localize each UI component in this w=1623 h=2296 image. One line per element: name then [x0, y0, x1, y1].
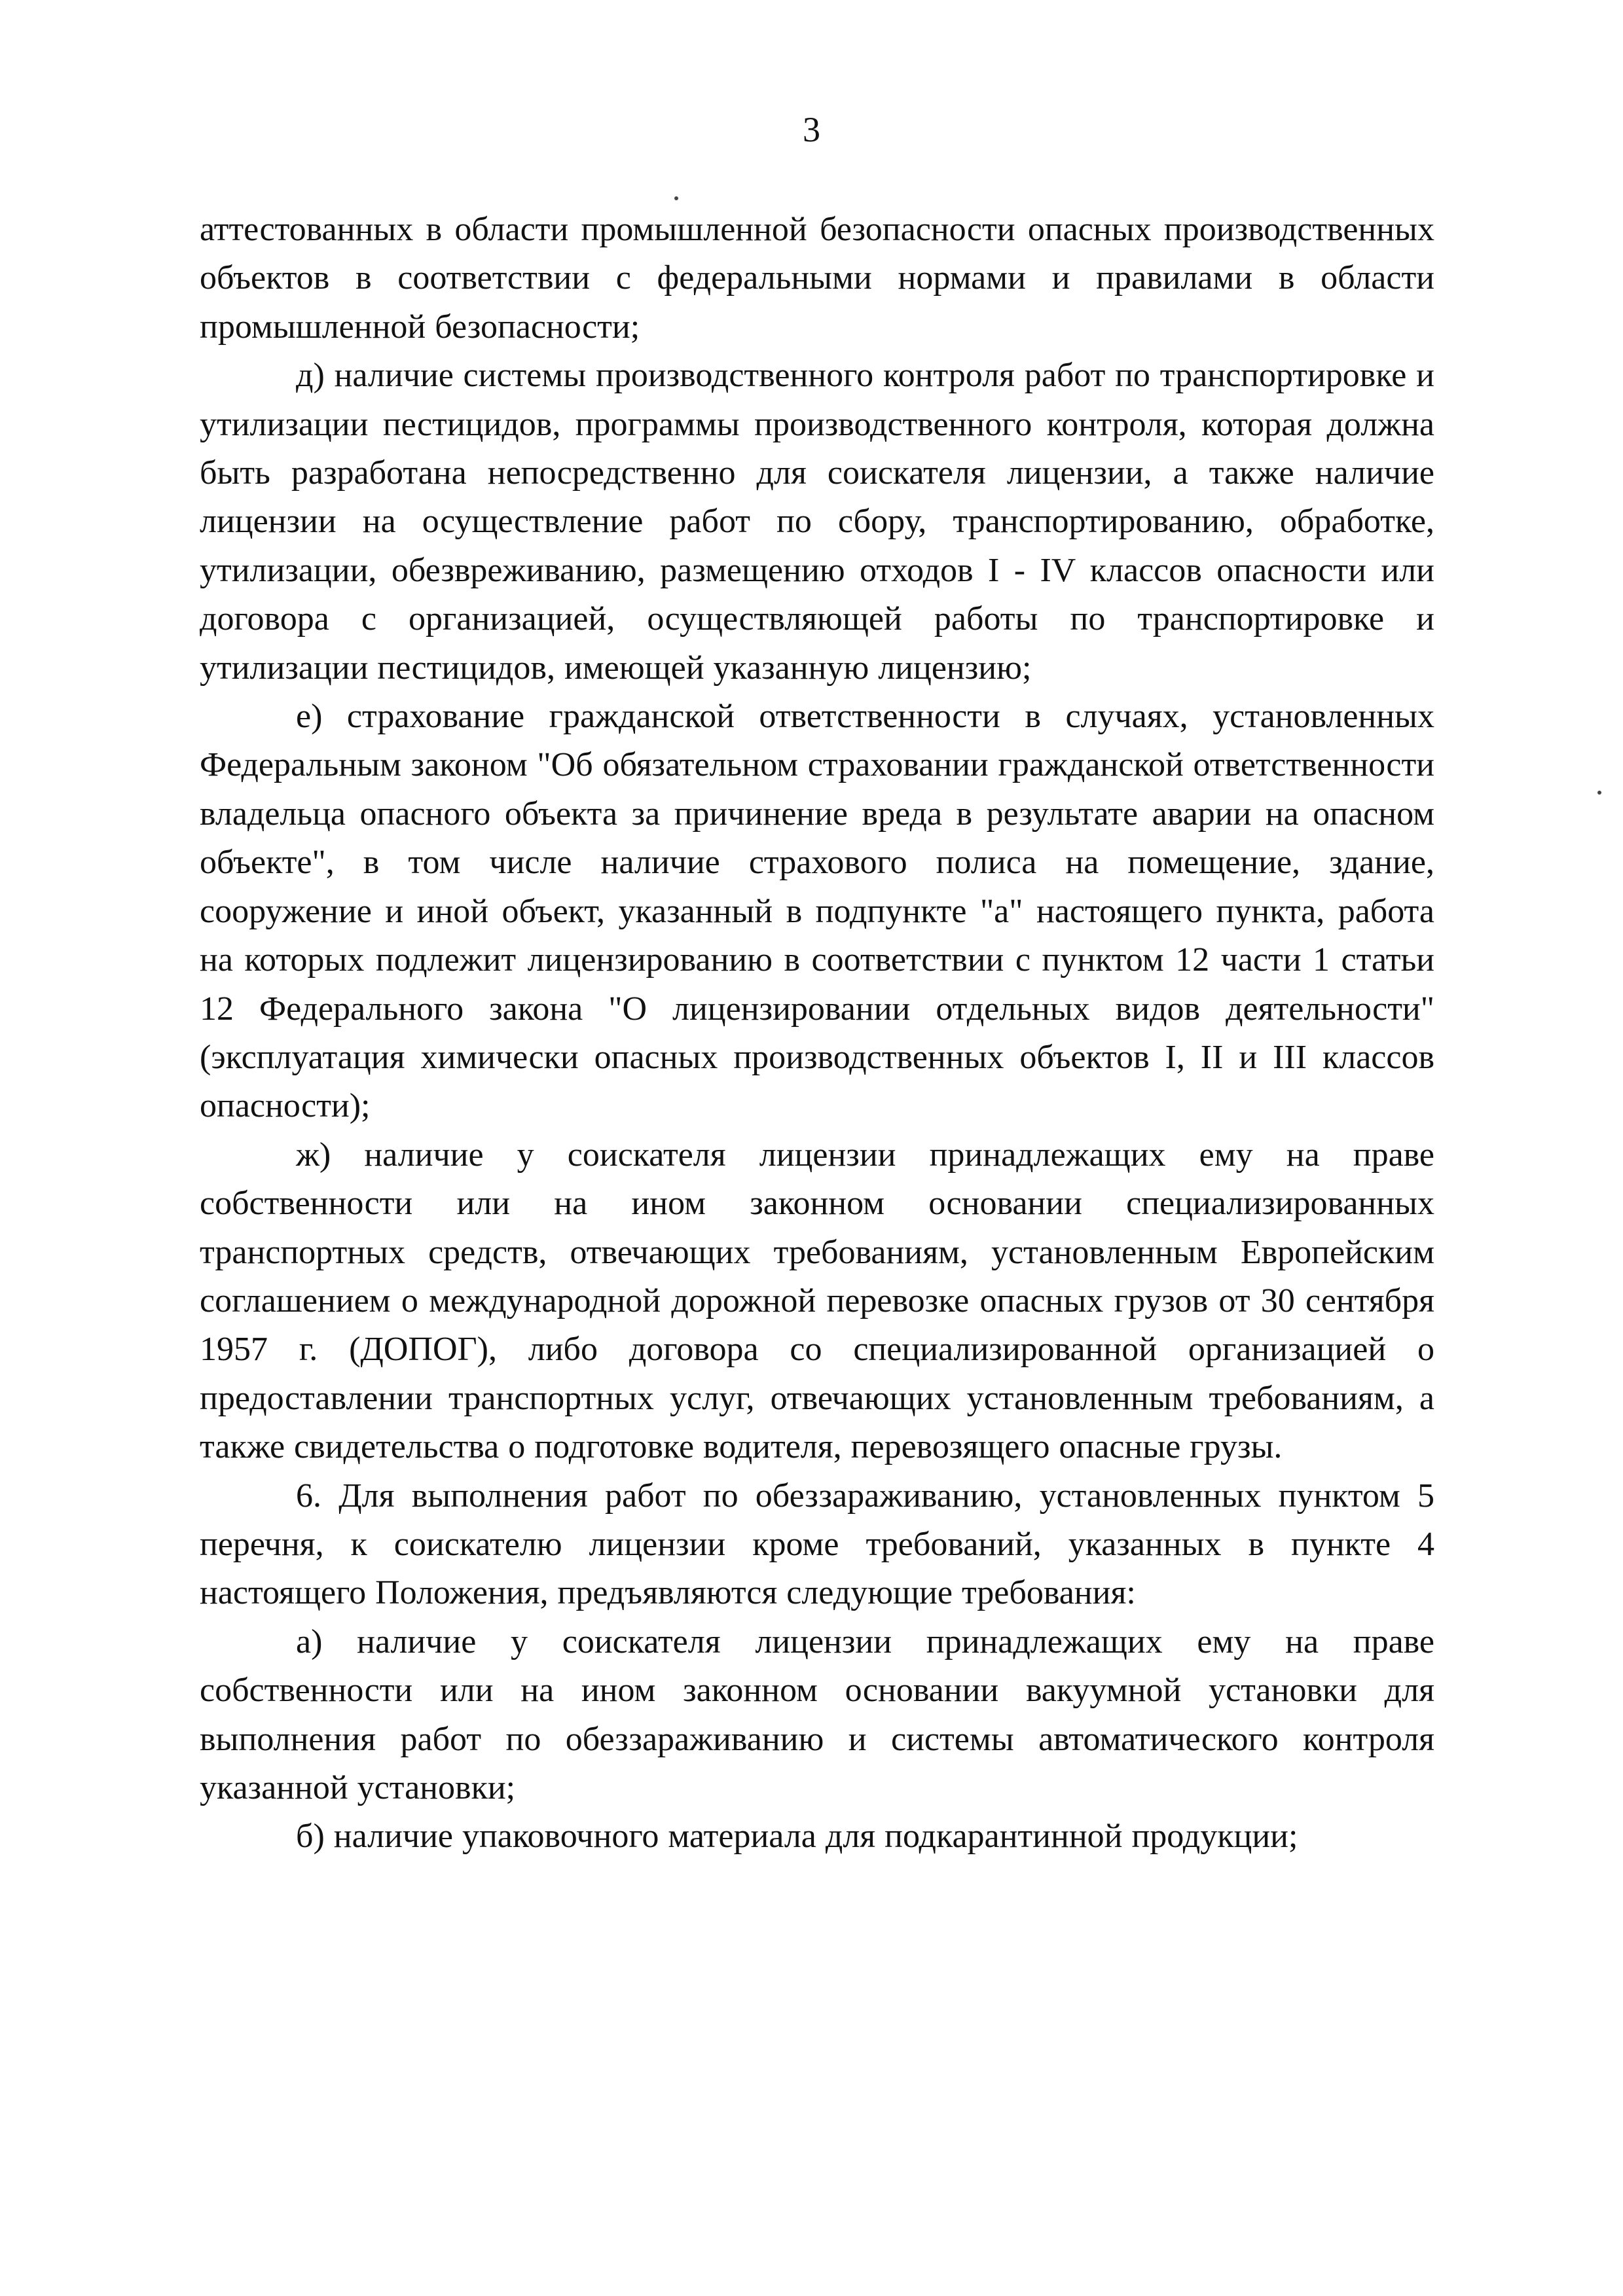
- paragraph-clause-6: 6. Для выполнения работ по обеззараживанию, установленных пунктом 5 перечня, к соискателю лицензии кроме требований, указанных в пункте 4 настоящего Положения, предъявляются следующие требования:: [200, 1477, 1434, 1612]
- paragraph-item-zh: ж) наличие у соискателя лицензии принадлежащих ему на праве собственности или на ином законном основании специализированных транспортных средств, отвечающих требованиям, установленным Европейским соглашением о международной дорожной перевозке опасных грузов от 30 сентября 1957 г. (ДОПОГ), либо договора со специализированной организацией о предоставлении транспортных услуг, отвечающих установленным требованиям, а также свидетельства о подготовке водителя, перевозящего опасные грузы.: [200, 1136, 1434, 1466]
- document-body: [200, 206, 1434, 1861]
- page-number: 3: [803, 110, 820, 149]
- paragraph-item-d: д) наличие системы производственного контроля работ по транспортировке и утилизации пестицидов, программы производственного контроля, которая должна быть разработана непосредственно для соискателя лицензии, а также наличие лицензии на осуществление работ по сбору, транспортированию, обработке, утилизации, обезвреживанию, размещению отходов I - IV классов опасности или договора с организацией, осуществляющей работы по транспортировке и утилизации пестицидов, имеющей указанную лицензию;: [200, 357, 1434, 687]
- paragraph-continuation: аттестованных в области промышленной безопасности опасных производственных объектов в соответствии с федеральными нормами и правилами в области промышленной безопасности;: [200, 211, 1434, 346]
- scan-speck: [1597, 791, 1601, 795]
- paragraph-clause-6-item-a: а) наличие у соискателя лицензии принадлежащих ему на праве собственности или на ином законном основании вакуумной установки для выполнения работ по обеззараживанию и системы автоматического контроля указанной установки;: [200, 1623, 1434, 1806]
- scan-speck: [674, 196, 678, 200]
- paragraph-clause-6-item-b: б) наличие упаковочного материала для подкарантинной продукции;: [296, 1818, 1298, 1856]
- paragraph-item-e: е) страхование гражданской ответственности в случаях, установленных Федеральным законом "Об обязательном страховании гражданской ответственности владельца опасного объекта за причинение вреда в результате аварии на опасном объекте", в том числе наличие страхового полиса на помещение, здание, сооружение и иной объект, указанный в подпункте "а" настоящего пункта, работа на которых подлежит лицензированию в соответствии с пунктом 12 части 1 статьи 12 Федерального закона "О лицензировании отдельных видов деятельности" (эксплуатация химически опасных производственных объектов I, II и III классов опасности);: [200, 698, 1434, 1125]
